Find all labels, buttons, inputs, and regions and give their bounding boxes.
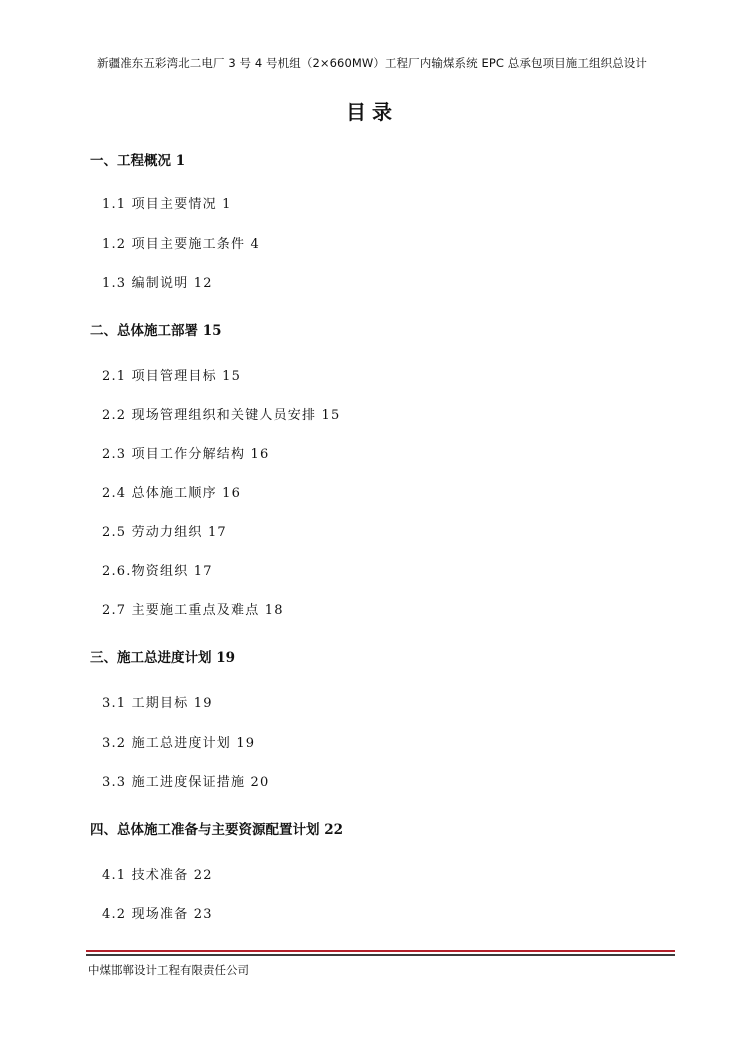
toc-chapter-link[interactable]: 一、工程概况 1: [90, 153, 186, 169]
toc-chapter-link[interactable]: 四、总体施工准备与主要资源配置计划 22: [90, 822, 343, 838]
toc-section-link[interactable]: 2.3 项目工作分解结构 16: [102, 447, 270, 462]
toc-section-link[interactable]: 4.2 现场准备 23: [102, 907, 213, 922]
footer-divider-dark: [86, 954, 675, 956]
page-header: 新疆准东五彩湾北二电厂 3 号 4 号机组（2×660MW）工程厂内输煤系统 EPC 总承包项目施工组织总设计: [97, 56, 647, 70]
toc-section-link[interactable]: 3.2 施工总进度计划 19: [102, 736, 256, 751]
toc-section-link[interactable]: 2.5 劳动力组织 17: [102, 525, 227, 540]
footer-divider-red: [86, 950, 675, 952]
toc-section-link[interactable]: 2.6.物资组织 17: [102, 564, 213, 579]
toc-section-link[interactable]: 1.3 编制说明 12: [102, 276, 213, 291]
page-title: 目录: [346, 100, 398, 124]
toc-section-link[interactable]: 2.4 总体施工顺序 16: [102, 486, 242, 501]
toc-section-link[interactable]: 3.3 施工进度保证措施 20: [102, 775, 270, 790]
toc-section-link[interactable]: 1.2 项目主要施工条件 4: [102, 237, 261, 252]
toc-section-link[interactable]: 2.1 项目管理目标 15: [102, 369, 242, 384]
toc-section-link[interactable]: 2.2 现场管理组织和关键人员安排 15: [102, 408, 341, 423]
toc-section-link[interactable]: 4.1 技术准备 22: [102, 868, 213, 883]
toc-section-link[interactable]: 3.1 工期目标 19: [102, 696, 213, 711]
footer-company: 中煤邯郸设计工程有限责任公司: [88, 963, 249, 977]
toc-chapter-link[interactable]: 二、总体施工部署 15: [90, 323, 222, 339]
toc-section-link[interactable]: 1.1 项目主要情况 1: [102, 197, 232, 212]
toc-chapter-link[interactable]: 三、施工总进度计划 19: [90, 650, 235, 666]
toc-section-link[interactable]: 2.7 主要施工重点及难点 18: [102, 603, 284, 618]
